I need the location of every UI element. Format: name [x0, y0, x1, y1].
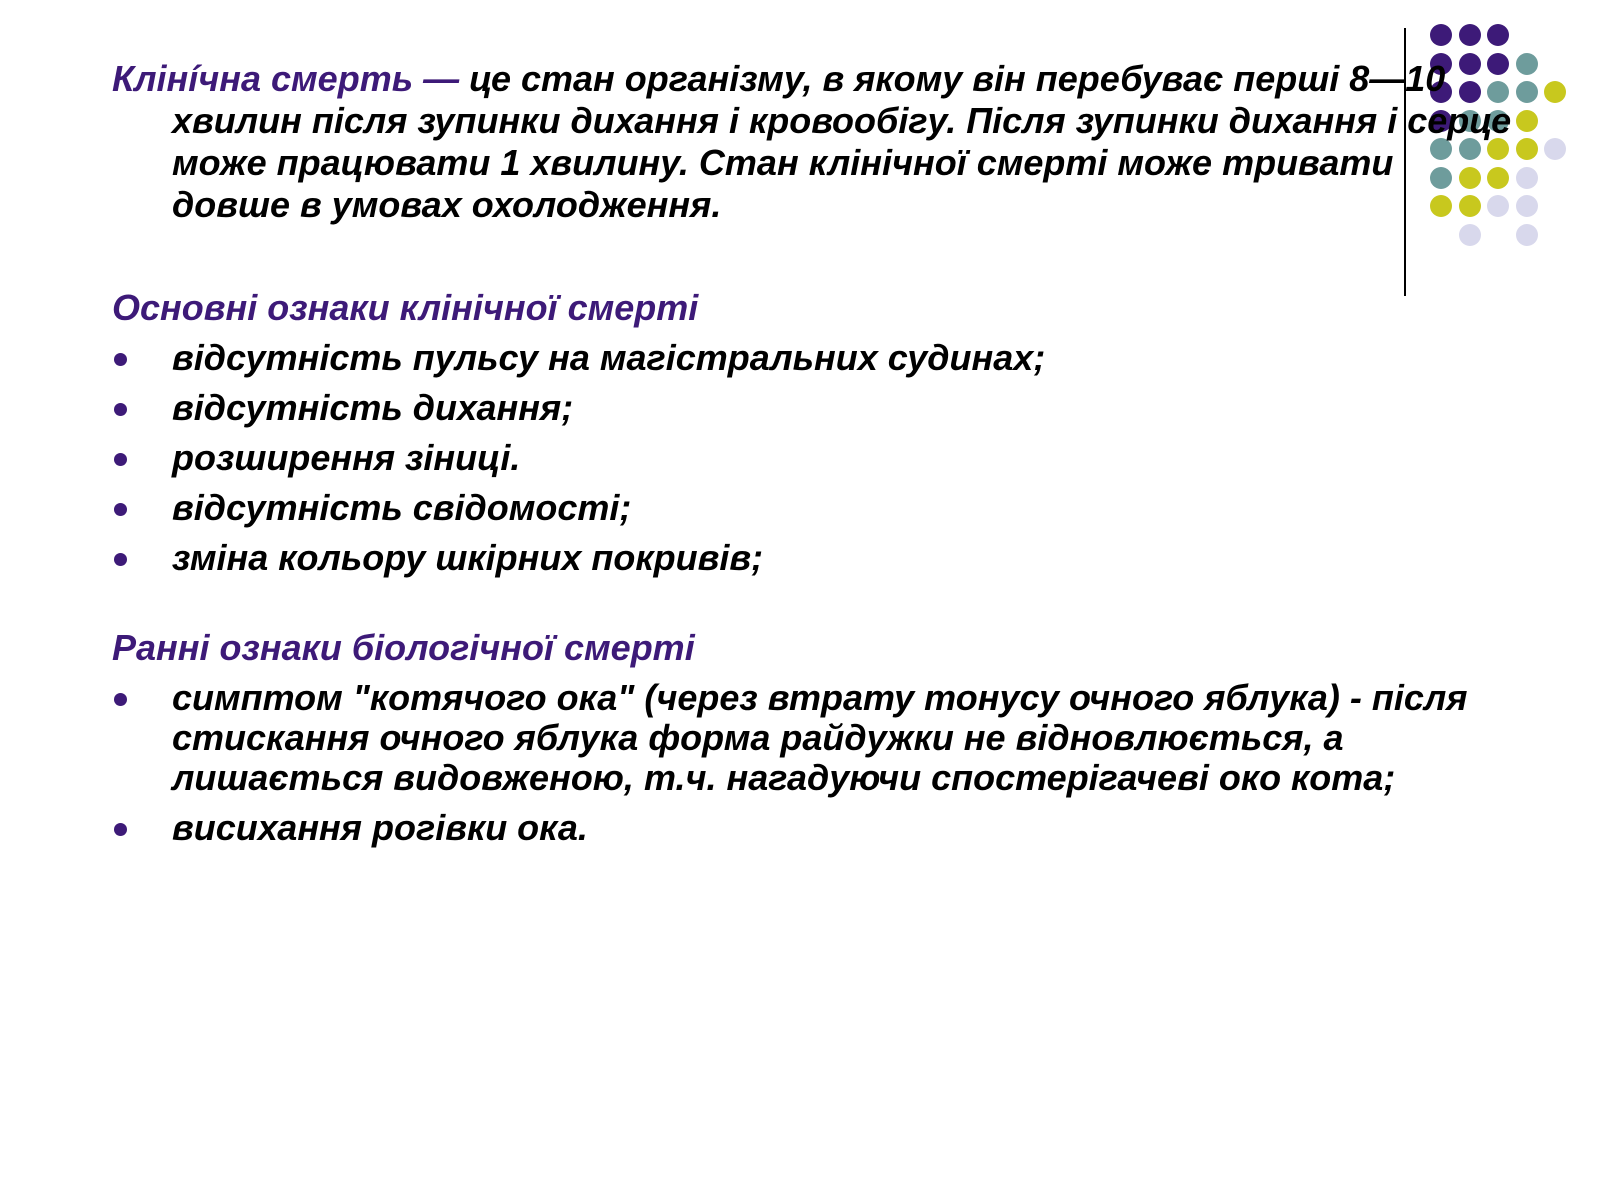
- list-item: [112, 438, 1512, 478]
- decorative-dot: [1487, 24, 1509, 46]
- definition-text: це стан організму, в якому він перебуває перші 8—10 хвилин після зупинки дихання і кровообігу. Після зупинки дихання і серце може працювати 1 хвилину. Стан клінічної смерті може тривати довше в умовах охолодження.: [172, 58, 1512, 225]
- bullet-dot-icon: [114, 823, 127, 836]
- slide-content: [112, 58, 1512, 858]
- bullet-dot-icon: [114, 693, 127, 706]
- bullet-dot-icon: [114, 403, 127, 416]
- list-item-text: відсутність пульсу на магістральних судинах;: [172, 337, 1046, 378]
- decorative-dot: [1459, 24, 1481, 46]
- bullet-dot-icon: [114, 453, 127, 466]
- decorative-dot: [1516, 138, 1538, 160]
- bullet-dot-icon: [114, 353, 127, 366]
- decorative-dot: [1516, 110, 1538, 132]
- list-item-text: розширення зіниці.: [172, 437, 521, 478]
- list-item-text: висихання рогівки ока.: [172, 807, 588, 848]
- decorative-dot: [1516, 81, 1538, 103]
- decorative-dot: [1516, 167, 1538, 189]
- decorative-dot: [1544, 81, 1566, 103]
- list-item: [112, 808, 1512, 848]
- definition-term: Клiнíчна смерть —: [112, 58, 460, 99]
- biological-signs-list: [112, 678, 1512, 848]
- list-item: [112, 538, 1512, 578]
- decorative-dot: [1516, 195, 1538, 217]
- list-item: [112, 488, 1512, 528]
- list-item-text: відсутність дихання;: [172, 387, 574, 428]
- list-item: [112, 678, 1512, 798]
- decorative-dot: [1516, 224, 1538, 246]
- definition-paragraph: [112, 58, 1512, 226]
- bullet-dot-icon: [114, 503, 127, 516]
- list-item-text: зміна кольору шкірних покривів;: [172, 537, 764, 578]
- list-item: [112, 338, 1512, 378]
- decorative-dot: [1516, 53, 1538, 75]
- clinical-signs-list: [112, 338, 1512, 578]
- list-item-text: відсутність свідомості;: [172, 487, 632, 528]
- bullet-dot-icon: [114, 553, 127, 566]
- list-item: [112, 388, 1512, 428]
- decorative-dot: [1544, 138, 1566, 160]
- section-heading-clinical-signs: Основні ознаки клінічної смерті: [112, 287, 699, 328]
- list-item-text: симптом "котячого ока" (через втрату тонусу очного яблука) - після стискання очного яблука форма райдужки не відновлюється, а лишається видовженою, т.ч. нагадуючи спостерігачеві око кота;: [172, 677, 1468, 798]
- section-heading-biological-signs: Ранні ознаки біологічної смерті: [112, 627, 695, 668]
- decorative-dot: [1430, 24, 1452, 46]
